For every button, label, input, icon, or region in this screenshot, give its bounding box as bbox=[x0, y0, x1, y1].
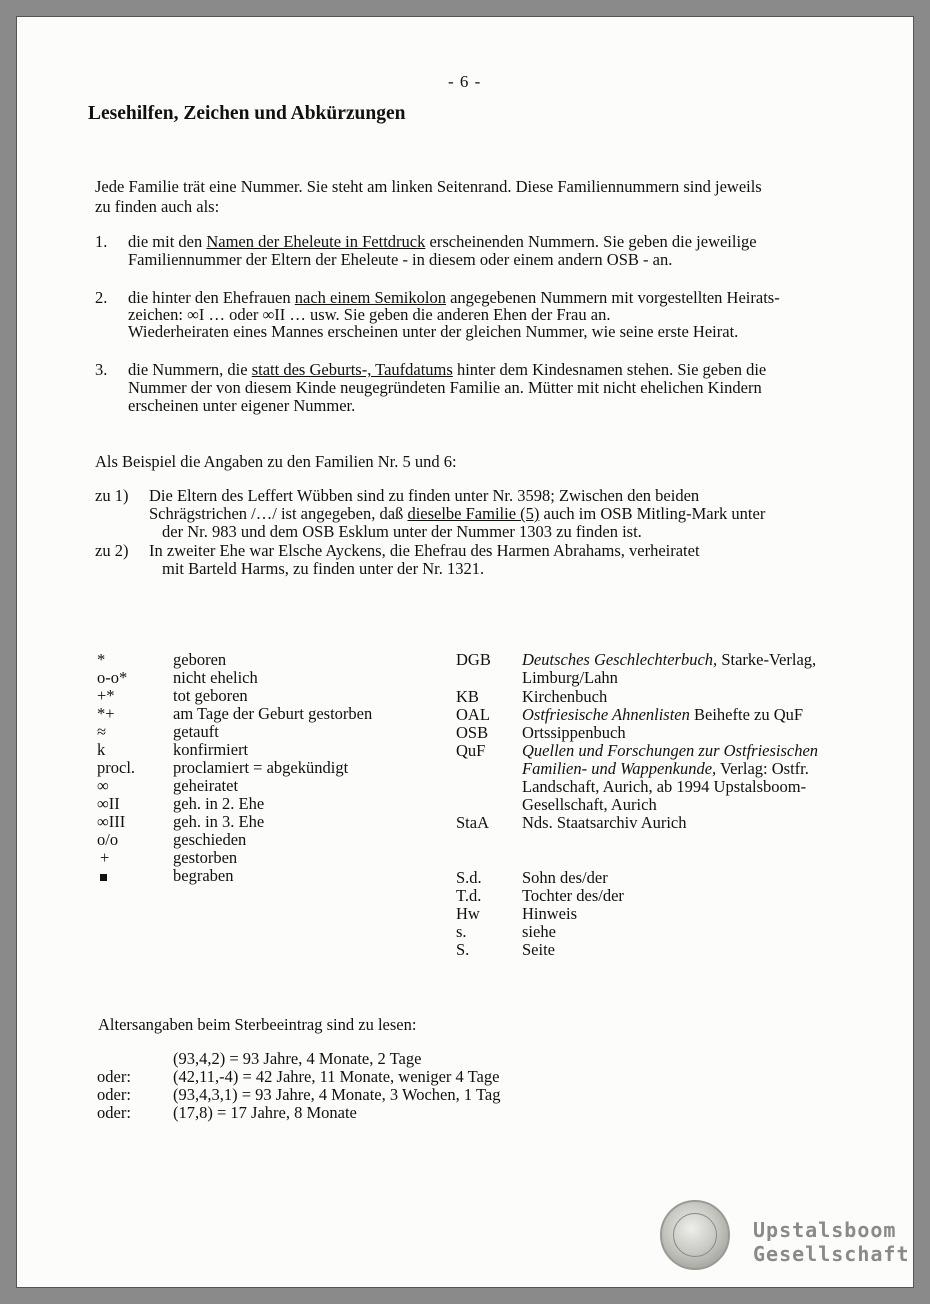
item-1-line-2: Familiennummer der Eltern der Eheleute - in diesem oder einem andern OSB - an. bbox=[128, 250, 673, 269]
symbol-meaning: konfirmiert bbox=[173, 740, 249, 759]
abbr-desc: Nds. Staatsarchiv Aurich bbox=[522, 813, 687, 832]
item-1-line-1: die mit den Namen der Eheleute in Fettdruck erscheinenden Nummern. Sie geben die jeweilige bbox=[128, 232, 757, 251]
item-2-line-3: Wiederheiraten eines Mannes erscheinen unter der gleichen Nummer, wie seine erste Heirat. bbox=[128, 322, 739, 341]
symbol-meaning: proclamiert = abgekündigt bbox=[173, 758, 349, 777]
symbol-meaning: getauft bbox=[173, 722, 219, 741]
symbol: o-o* bbox=[97, 668, 128, 687]
item-3-underlined: statt des Geburts-, Taufdatums bbox=[251, 360, 453, 379]
item-2-line-2: zeichen: ∞I … oder ∞II … usw. Sie geben die anderen Ehen der Frau an. bbox=[128, 305, 611, 324]
abbr-desc: Sohn des/der bbox=[522, 868, 608, 887]
item-2-underlined: nach einem Semikolon bbox=[294, 288, 446, 307]
abbr-desc: Quellen und Forschungen zur Ostfriesischen bbox=[522, 741, 819, 760]
zu1-line-3: der Nr. 983 und dem OSB Esklum unter der Nummer 1303 zu finden ist. bbox=[162, 522, 642, 541]
symbol-meaning: nicht ehelich bbox=[173, 668, 258, 687]
symbol: +* bbox=[97, 686, 115, 705]
symbol: ≈ bbox=[97, 722, 107, 741]
intro-line-1: Jede Familie trät eine Nummer. Sie steht am linken Seitenrand. Diese Familiennummern sind jeweils bbox=[95, 177, 762, 196]
symbol: k bbox=[97, 740, 106, 759]
zu2-line-1: In zweiter Ehe war Elsche Ayckens, die Ehefrau des Harmen Abrahams, verheiratet bbox=[149, 541, 700, 560]
symbol: ∞II bbox=[97, 794, 120, 813]
zu1-underlined: dieselbe Familie (5) bbox=[407, 504, 540, 523]
item-3-line-3: erscheinen unter eigener Nummer. bbox=[128, 396, 356, 415]
zu1-label: zu 1) bbox=[95, 486, 129, 505]
symbol-meaning: geh. in 3. Ehe bbox=[173, 812, 265, 831]
abbr: S. bbox=[456, 940, 470, 959]
intro-line-2: zu finden auch als: bbox=[95, 197, 220, 216]
item-3-line-1: die Nummern, die statt des Geburts-, Taufdatums hinter dem Kindesnamen stehen. Sie geben die bbox=[128, 360, 767, 379]
page-number: - 6 - bbox=[448, 72, 482, 91]
abbr: StaA bbox=[456, 813, 489, 832]
ages-intro: Altersangaben beim Sterbeeintrag sind zu lesen: bbox=[98, 1015, 417, 1034]
item-1-number: 1. bbox=[95, 232, 108, 251]
abbr-desc: siehe bbox=[522, 922, 556, 941]
symbol-meaning: geschieden bbox=[173, 830, 247, 849]
abbr: KB bbox=[456, 687, 479, 706]
abbr: OAL bbox=[456, 705, 490, 724]
item-3-line-2: Nummer der von diesem Kinde neugegründeten Familie an. Mütter mit nicht ehelichen Kindern bbox=[128, 378, 762, 397]
abbr: QuF bbox=[456, 741, 486, 760]
symbol: *+ bbox=[97, 704, 115, 723]
abbr: T.d. bbox=[456, 886, 482, 905]
symbol: procl. bbox=[97, 758, 136, 777]
abbr: S.d. bbox=[456, 868, 482, 887]
abbr: s. bbox=[456, 922, 467, 941]
section-heading: Lesehilfen, Zeichen und Abkürzungen bbox=[88, 103, 406, 124]
symbol-meaning: gestorben bbox=[173, 848, 238, 867]
symbol: * bbox=[97, 650, 106, 669]
abbr-desc: Hinweis bbox=[522, 904, 577, 923]
symbol-meaning: begraben bbox=[173, 866, 234, 885]
symbol: o/o bbox=[97, 830, 119, 849]
symbol-meaning: geheiratet bbox=[173, 776, 239, 795]
abbr-desc: Ortssippenbuch bbox=[522, 723, 626, 742]
zu1-line-1: Die Eltern des Leffert Wübben sind zu finden unter Nr. 3598; Zwischen den beiden bbox=[149, 486, 700, 505]
zu1-line-2: Schrägstrichen /…/ ist angegeben, daß dieselbe Familie (5) auch im OSB Mitling-Mark unter bbox=[149, 504, 766, 523]
symbol-meaning: geh. in 2. Ehe bbox=[173, 794, 265, 813]
abbr: OSB bbox=[456, 723, 489, 742]
example-intro: Als Beispiel die Angaben zu den Familien Nr. 5 und 6: bbox=[95, 452, 457, 471]
item-1-underlined: Namen der Eheleute in Fettdruck bbox=[206, 232, 426, 251]
item-3-number: 3. bbox=[95, 360, 108, 379]
abbr-desc: Tochter des/der bbox=[522, 886, 624, 905]
abbr: DGB bbox=[456, 650, 491, 669]
symbol: + bbox=[100, 848, 110, 867]
logo-line-2: Gesellschaft bbox=[753, 1242, 910, 1266]
symbol-meaning: geboren bbox=[173, 650, 227, 669]
symbol: ∞ bbox=[97, 776, 109, 795]
item-2-line-1: die hinter den Ehefrauen nach einem Semikolon angegebenen Nummern mit vorgestellten Heirats- bbox=[128, 288, 780, 307]
abbr-desc: Seite bbox=[522, 940, 555, 959]
abbr-desc: Ostfriesische Ahnenlisten Beihefte zu QuF bbox=[522, 705, 804, 724]
zu2-line-2: mit Barteld Harms, zu finden unter der Nr. 1321. bbox=[162, 559, 485, 578]
symbol: ∞III bbox=[97, 812, 126, 831]
burial-square-icon bbox=[99, 867, 107, 885]
symbol-meaning: tot geboren bbox=[173, 686, 248, 705]
abbreviations-legend: DGB Deutsches Geschlechterbuch, Starke-Verlag, Limburg/Lahn KB Kirchenbuch OAL Ostfriesische Ahnenlisten Beihefte zu QuF OSB Ortssippenbuch QuF Quellen und Forschungen zur Ostfriesischen Familien- und Wappenkunde, Verlag: Ostfr. Landschaft, Aurich, ab 1994 Upstalsboom- Gesellschaft, Aurich StaA Nds. Staatsarchiv Aurich S.d. Sohn des/der T.d. Tochter des/der Hw Hinweis s. siehe S. Seite bbox=[456, 650, 819, 959]
seal-icon bbox=[660, 1200, 730, 1270]
abbr-desc: Kirchenbuch bbox=[522, 687, 608, 706]
logo-line-1: Upstalsboom bbox=[753, 1218, 897, 1242]
symbol-meaning: am Tage der Geburt gestorben bbox=[173, 704, 373, 723]
ages-list: (93,4,2) = 93 Jahre, 4 Monate, 2 Tage oder: (42,11,-4) = 42 Jahre, 11 Monate, weniger 4 Tage oder: (93,4,3,1) = 93 Jahre, 4 Monate, 3 Wochen, 1 Tag oder: (17,8) = 17 Jahre, 8 Monate bbox=[97, 1049, 501, 1122]
abbr-desc: Deutsches Geschlechterbuch, Starke-Verlag, bbox=[522, 650, 817, 669]
abbr: Hw bbox=[456, 904, 480, 923]
item-2-number: 2. bbox=[95, 288, 108, 307]
symbols-legend bbox=[97, 651, 427, 891]
zu2-label: zu 2) bbox=[95, 541, 129, 560]
